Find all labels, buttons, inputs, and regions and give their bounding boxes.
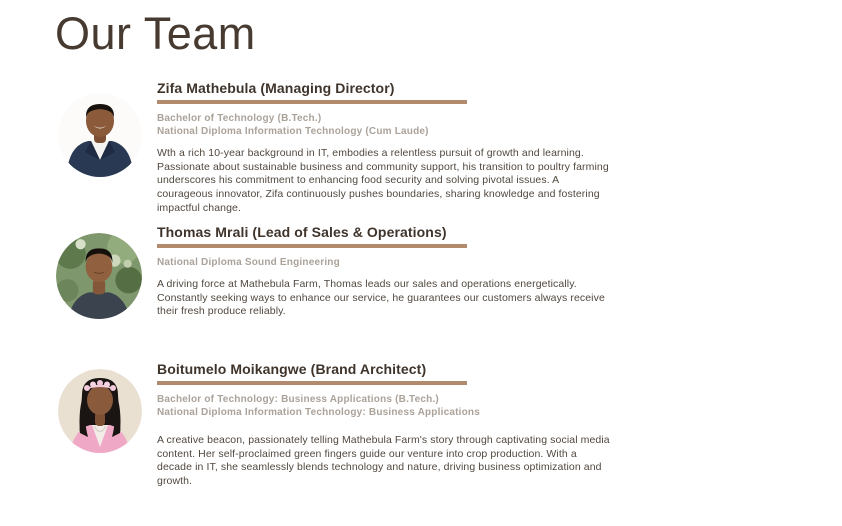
boitumelo-bio: A creative beacon, passionately telling Mathebula Farm's story through captivating social media content. Her self-proclaimed green fingers guide our venture into crop production. With a decade in IT, she seamlessly blends technology and nature, driving business optimization and growth. [157,434,610,488]
boitumelo-heading-underline [157,381,467,385]
qualification-line: National Diploma Information Technology: Business Applications [157,407,480,418]
thomas-bio: A driving force at Mathebula Farm, Thomas leads our sales and operations energetically. Constantly seeking ways to enhance our service, he guarantees our customers always receive their fresh produce reliably. [157,278,605,318]
qualification-line: Bachelor of Technology (B.Tech.) [157,113,322,124]
thomas-portrait-photo [56,233,142,319]
zifa-bio: Wth a rich 10-year background in IT, embodies a relentless pursuit of growth and learning. Passionate about sustainable business and community support, his transition to poultry farming underscores his commitment to enhancing food security and solving pivotal issues. A courageous innovator, Zifa continuously pushes boundaries, sharing knowledge and fostering impactful change. [157,147,609,214]
team-member-thomas [56,224,615,319]
boitumelo-portrait-photo [58,369,142,453]
boitumelo-details [157,361,615,489]
zifa-qualifications [157,112,615,138]
boitumelo-name-heading: Boitumelo Moikangwe (Brand Architect) [157,361,427,377]
zifa-heading-underline [157,100,467,104]
zifa-name-heading: Zifa Mathebula (Managing Director) [157,80,395,96]
team-member-zifa [58,80,615,216]
thomas-qualifications [157,256,615,269]
thomas-details [157,224,615,319]
thomas-heading-underline [157,244,467,248]
thomas-name-heading: Thomas Mrali (Lead of Sales & Operations) [157,224,447,240]
qualification-line: National Diploma Sound Engineering [157,257,340,268]
page-title: Our Team [55,8,256,59]
qualification-line: Bachelor of Technology: Business Applications (B.Tech.) [157,394,439,405]
zifa-details [157,80,615,216]
boitumelo-qualifications [157,393,615,419]
qualification-line: National Diploma Information Technology (Cum Laude) [157,126,429,137]
zifa-portrait-photo [58,93,142,177]
team-member-boitumelo [58,361,615,489]
